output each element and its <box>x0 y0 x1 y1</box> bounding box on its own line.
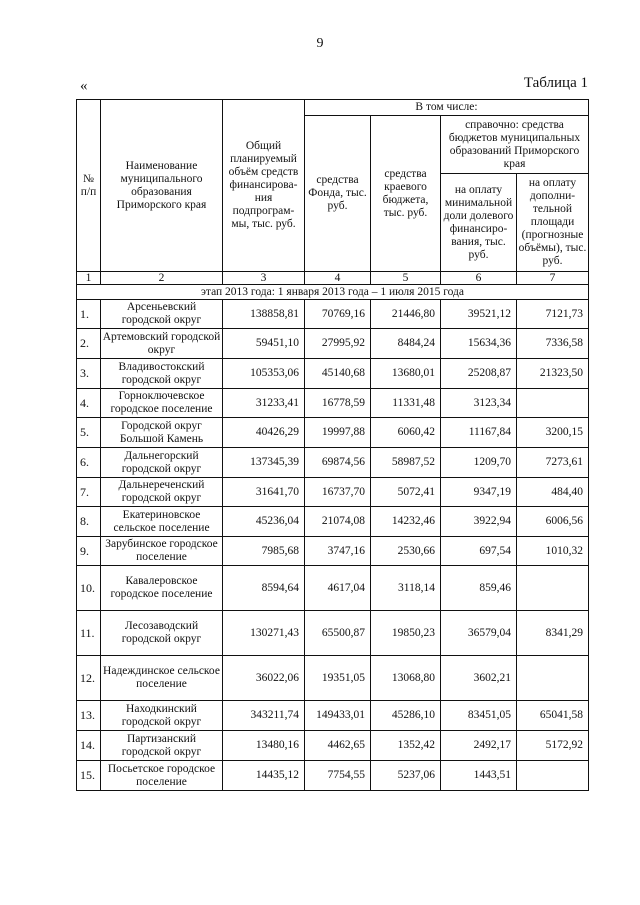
extra-area-amount: 8341,29 <box>517 611 589 656</box>
total-amount: 343211,74 <box>223 701 305 731</box>
fund-amount: 70769,16 <box>305 300 371 329</box>
header-extra-pay: на оплату дополни-тельной площади (прогнозные объёмы), тыс. руб. <box>517 174 589 272</box>
row-number: 10. <box>77 566 101 611</box>
page-number: 9 <box>316 36 324 51</box>
header-regional: средства краевого бюджета, тыс. руб. <box>371 116 441 272</box>
table-row <box>77 448 589 478</box>
extra-area-amount <box>517 656 589 701</box>
min-share-amount: 36579,04 <box>441 611 517 656</box>
total-amount: 7985,68 <box>223 537 305 566</box>
fund-amount: 19997,88 <box>305 418 371 448</box>
row-number: 6. <box>77 448 101 478</box>
fund-amount: 19351,05 <box>305 656 371 701</box>
municipality-name: Екатериновское сельское поселение <box>101 507 223 537</box>
table-row <box>77 300 589 329</box>
regional-amount: 19850,23 <box>371 611 441 656</box>
extra-area-amount: 1010,32 <box>517 537 589 566</box>
column-numbers-row <box>77 272 589 285</box>
funding-table <box>76 99 589 791</box>
total-amount: 13480,16 <box>223 731 305 761</box>
municipality-name: Горноключевское городское поселение <box>101 389 223 418</box>
row-number: 13. <box>77 701 101 731</box>
extra-area-amount: 7121,73 <box>517 300 589 329</box>
total-amount: 105353,06 <box>223 359 305 389</box>
table-row <box>77 761 589 791</box>
column-number: 4 <box>305 272 371 285</box>
min-share-amount: 2492,17 <box>441 731 517 761</box>
min-share-amount: 39521,12 <box>441 300 517 329</box>
extra-area-amount: 484,40 <box>517 478 589 507</box>
row-number: 7. <box>77 478 101 507</box>
municipality-name: Владивостокский городской округ <box>101 359 223 389</box>
table-row <box>77 537 589 566</box>
header-fund: средства Фонда, тыс. руб. <box>305 116 371 272</box>
row-number: 8. <box>77 507 101 537</box>
min-share-amount: 3922,94 <box>441 507 517 537</box>
min-share-amount: 1209,70 <box>441 448 517 478</box>
extra-area-amount <box>517 761 589 791</box>
row-number: 4. <box>77 389 101 418</box>
header-min-pay: на оплату минимальной доли долевого финансиро-вания, тыс. руб. <box>441 174 517 272</box>
extra-area-amount: 6006,56 <box>517 507 589 537</box>
regional-amount: 5072,41 <box>371 478 441 507</box>
regional-amount: 21446,80 <box>371 300 441 329</box>
extra-area-amount: 7273,61 <box>517 448 589 478</box>
table-row <box>77 566 589 611</box>
regional-amount: 13680,01 <box>371 359 441 389</box>
fund-amount: 65500,87 <box>305 611 371 656</box>
regional-amount: 14232,46 <box>371 507 441 537</box>
fund-amount: 4462,65 <box>305 731 371 761</box>
municipality-name: Посьетское городское поселение <box>101 761 223 791</box>
row-number: 1. <box>77 300 101 329</box>
row-number: 11. <box>77 611 101 656</box>
min-share-amount: 697,54 <box>441 537 517 566</box>
row-number: 3. <box>77 359 101 389</box>
municipality-name: Надеждинское сельское поселение <box>101 656 223 701</box>
municipality-name: Артемовский городской округ <box>101 329 223 359</box>
fund-amount: 149433,01 <box>305 701 371 731</box>
extra-area-amount <box>517 389 589 418</box>
min-share-amount: 859,46 <box>441 566 517 611</box>
total-amount: 130271,43 <box>223 611 305 656</box>
min-share-amount: 1443,51 <box>441 761 517 791</box>
row-number: 5. <box>77 418 101 448</box>
table-row <box>77 701 589 731</box>
regional-amount: 11331,48 <box>371 389 441 418</box>
municipality-name: Дальнереченский городской округ <box>101 478 223 507</box>
fund-amount: 4617,04 <box>305 566 371 611</box>
municipality-name: Находкинский городской округ <box>101 701 223 731</box>
table-title: Таблица 1 <box>523 75 588 91</box>
total-amount: 8594,64 <box>223 566 305 611</box>
header-no: № п/п <box>77 100 101 272</box>
table-row <box>77 656 589 701</box>
fund-amount: 27995,92 <box>305 329 371 359</box>
min-share-amount: 3123,34 <box>441 389 517 418</box>
table-row <box>77 611 589 656</box>
total-amount: 137345,39 <box>223 448 305 478</box>
table-row <box>77 359 589 389</box>
total-amount: 45236,04 <box>223 507 305 537</box>
municipality-name: Дальнегорский городской округ <box>101 448 223 478</box>
min-share-amount: 15634,36 <box>441 329 517 359</box>
total-amount: 31233,41 <box>223 389 305 418</box>
table-row <box>77 418 589 448</box>
regional-amount: 8484,24 <box>371 329 441 359</box>
min-share-amount: 11167,84 <box>441 418 517 448</box>
municipality-name: Городской округ Большой Камень <box>101 418 223 448</box>
fund-amount: 16778,59 <box>305 389 371 418</box>
column-number: 6 <box>441 272 517 285</box>
fund-amount: 3747,16 <box>305 537 371 566</box>
extra-area-amount: 21323,50 <box>517 359 589 389</box>
min-share-amount: 3602,21 <box>441 656 517 701</box>
row-number: 9. <box>77 537 101 566</box>
table-row <box>77 731 589 761</box>
header-total: Общий планируемый объём средств финансирова-ния подпрограм-мы, тыс. руб. <box>223 100 305 272</box>
extra-area-amount: 5172,92 <box>517 731 589 761</box>
table-row <box>77 507 589 537</box>
row-number: 14. <box>77 731 101 761</box>
min-share-amount: 25208,87 <box>441 359 517 389</box>
column-number: 3 <box>223 272 305 285</box>
column-number: 2 <box>101 272 223 285</box>
column-number: 7 <box>517 272 589 285</box>
extra-area-amount: 7336,58 <box>517 329 589 359</box>
header-including: В том числе: <box>305 100 589 116</box>
regional-amount: 3118,14 <box>371 566 441 611</box>
table-row <box>77 389 589 418</box>
row-number: 2. <box>77 329 101 359</box>
extra-area-amount: 65041,58 <box>517 701 589 731</box>
fund-amount: 16737,70 <box>305 478 371 507</box>
extra-area-amount: 3200,15 <box>517 418 589 448</box>
extra-area-amount <box>517 566 589 611</box>
municipality-name: Партизанский городской округ <box>101 731 223 761</box>
table-row <box>77 478 589 507</box>
min-share-amount: 9347,19 <box>441 478 517 507</box>
fund-amount: 69874,56 <box>305 448 371 478</box>
fund-amount: 7754,55 <box>305 761 371 791</box>
row-number: 15. <box>77 761 101 791</box>
total-amount: 40426,29 <box>223 418 305 448</box>
header-name: Наименование муниципального образования Приморского края <box>101 100 223 272</box>
regional-amount: 2530,66 <box>371 537 441 566</box>
regional-amount: 58987,52 <box>371 448 441 478</box>
opening-quote: « <box>80 78 88 94</box>
municipality-name: Лесозаводский городской округ <box>101 611 223 656</box>
municipality-name: Арсеньевский городской округ <box>101 300 223 329</box>
regional-amount: 45286,10 <box>371 701 441 731</box>
regional-amount: 5237,06 <box>371 761 441 791</box>
municipality-name: Кавалеровское городское поселение <box>101 566 223 611</box>
table-row <box>77 329 589 359</box>
total-amount: 31641,70 <box>223 478 305 507</box>
regional-amount: 13068,80 <box>371 656 441 701</box>
min-share-amount: 83451,05 <box>441 701 517 731</box>
regional-amount: 6060,42 <box>371 418 441 448</box>
total-amount: 14435,12 <box>223 761 305 791</box>
row-number: 12. <box>77 656 101 701</box>
column-number: 1 <box>77 272 101 285</box>
fund-amount: 45140,68 <box>305 359 371 389</box>
stage-label: этап 2013 года: 1 января 2013 года – 1 июля 2015 года <box>77 285 589 300</box>
total-amount: 59451,10 <box>223 329 305 359</box>
fund-amount: 21074,08 <box>305 507 371 537</box>
total-amount: 36022,06 <box>223 656 305 701</box>
header-reference: справочно: средства бюджетов муниципальных образований Приморского края <box>441 116 589 174</box>
regional-amount: 1352,42 <box>371 731 441 761</box>
municipality-name: Зарубинское городское поселение <box>101 537 223 566</box>
total-amount: 138858,81 <box>223 300 305 329</box>
column-number: 5 <box>371 272 441 285</box>
